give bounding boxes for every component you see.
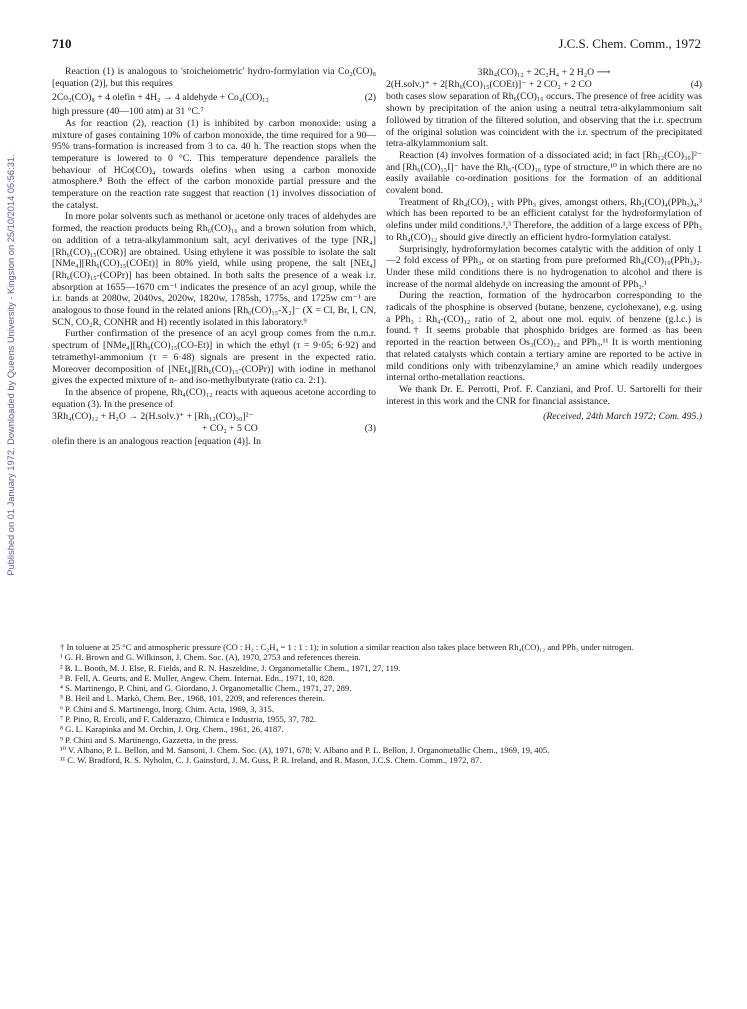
paragraph: high pressure (40—100 atm) at 31 °C.⁷ <box>52 106 204 118</box>
equation-number: (3) <box>364 423 376 435</box>
download-watermark-text: Published on 01 January 1972. Downloaded by Queens University - Kingston on 25/10/2014 05:56:31. <box>6 154 16 576</box>
paragraph: In the absence of propene, Rh₄(CO)₁₂ reacts with aqueous acetone according to equation (3). In the presence of <box>52 386 376 410</box>
paragraph: Reaction (1) is analogous to 'stoicheiometric' hydro-formylation via Co₂(CO)₈ [equation (2)], but this requires <box>52 66 376 89</box>
paragraph: Further confirmation of the presence of an acyl group comes from the n.m.r. spectrum of [NMe₄][Rh₆(CO)₁₅(CO-Et)] in which the ethyl (τ = 9·05; 6·92) and tetramethyl-ammonium (τ = 6·48) signals are present in the expected ratio. Moreover decomposition of [NEt₄][Rh₆(CO)₁₅-(COPr)] with iodine in methanol gives the expected mixture of n- and iso-methylbutyrate (ratio ca. 2:1). <box>52 328 376 387</box>
equation-line: 2(H.solv.)⁺ + 2[Rh₆(CO)₁₅(COEt)]⁻ + 2 CO₂ + 2 CO <box>386 78 592 90</box>
equation-4 <box>386 67 702 90</box>
paragraph: Treatment of Rh₄(CO)₁₂ with PPh₃ gives, amongst others, Rh₂(CO)₄(PPh₃)₄,³ which has been reported to be an efficient catalyst for the hydroformylation of olefins under mild conditions.¹,³ Therefore, the addition of a large excess of PPh₃ to Rh₄(CO)₁₂ should give directly an efficient hydro-formylation catalyst. <box>386 196 702 243</box>
reference: ⁹ P. Chini and S. Martinengo, Gazzetta, in the press. <box>60 734 239 745</box>
acknowledgement: We thank Dr. E. Perrotti, Prof. F. Canziani, and Prof. U. Sartorelli for their interest in this work and the CNR for financial assistance. <box>386 383 702 407</box>
left-column <box>52 66 376 448</box>
page-header <box>52 36 701 54</box>
reference: ⁵ B. Heil and L. Markò, Chem. Ber., 1968, 101, 2209, and references therein. <box>60 693 325 704</box>
reference: ⁶ P. Chini and S. Martinengo, Inorg. Chim. Acta, 1969, 3, 315. <box>60 703 274 714</box>
equation-text: 2Co₂(CO)₈ + 4 olefin + 4H₂ → 4 aldehyde + Co₄(CO)₁₂ <box>52 92 269 104</box>
footnotes <box>52 642 702 766</box>
equation-line: 3Rh₄(CO)₁₂ + H₂O → 2(H.solv.)⁺ + [Rh₁₂(CO)₃₀]²⁻ <box>52 411 254 423</box>
reference: ¹¹ C. W. Bradford, R. S. Nyholm, C. J. Gainsford, J. M. Guss, P. R. Ireland, and R. Mason, J.C.S. Chem. Comm., 1972, 87. <box>60 755 482 766</box>
equation-3 <box>52 411 376 434</box>
reference: ⁷ P. Pino, R. Ercoli, and F. Calderazzo, Chimica e Industria, 1955, 37, 782. <box>60 714 317 725</box>
reference: ⁸ G. L. Karapinka and M. Orchin, J. Org. Chem., 1961, 26, 4187. <box>60 724 284 735</box>
page-number: 710 <box>52 36 72 51</box>
reference: ³ B. Fell, A. Geurts, and E. Muller, Angew. Chem. Internat. Edn., 1971, 10, 828. <box>60 672 335 683</box>
reference: ¹ G. H. Brown and G. Wilkinson, J. Chem. Soc. (A), 1970, 2753 and references therein. <box>60 652 361 663</box>
journal-running-head: J.C.S. Chem. Comm., 1972 <box>558 36 701 51</box>
equation-line: + CO₂ + 5 CO <box>202 423 258 435</box>
paragraph: Reaction (4) involves formation of a dissociated acid; in fact [Rh₁₂(CO)₃₀]²⁻ and [Rh₆(CO)₁₅I]⁻ have the Rh₆-(CO)₁₆ type of structure,¹⁰ in which there are no easily available co-ordination positions for the formation of an additional covalent bond. <box>386 149 702 197</box>
equation-line: 3Rh₄(CO)₁₂ + 2C₂H₄ + 2 H₂O ⟶ <box>477 67 611 78</box>
right-column <box>386 66 702 423</box>
paragraph: During the reaction, formation of the hydrocarbon corresponding to the radicals of the phosphine is observed (butane, benzene, cyclohexane), e.g. using a PPh₃ : Rh₄-(CO)₁₂ ratio of 2, about one mol. equiv. of benzene (g.l.c.) is found.† It seems probable that phosphido bridges are formed as has been reported in the reaction between Os₃(CO)₁₂ and PPh₃.¹¹ It is worth mentioning that related catalysts which contain a tertiary amine are reported to be active in mild conditions only with tribenzylamine,³ an amine which readily undergoes internal ortho-metallation reactions. <box>386 290 702 384</box>
download-watermark <box>2 110 20 620</box>
paragraph: Surprisingly, hydroformylation becomes catalytic with the addition of only 1—2 fold excess of PPh₃, or on starting from pure preformed Rh₄(CO)₁₀(PPh₃)₂. Under these mild conditions there is no hydrogenation to alcohol and there is increase of the normal aldehyde on increasing the amount of PPh₃.¹ <box>386 243 702 290</box>
reference: ² B. L. Booth, M. J. Else, R. Fields, and R. N. Haszeldine, J. Organometallic Chem., 1971, 27, 119. <box>60 662 401 673</box>
paragraph: In more polar solvents such as methanol or acetone only traces of aldehydes are formed, the reaction products being Rh₆(CO)₁₆ and a brown solution from which, on addition of a tetra-alkylammonium salt, acyl derivatives of the type [NR₄][Rh₆(CO)₁₅(COR)] are obtained. Using ethylene it was possible to isolate the salt [NMe₄][Rh₆(CO)₁₅(COEt)] in 80% yield, while using propene, the salt [NEt₄][Rh₆(CO)₁₅-(COPr)] has been obtained. In both salts the presence of a weak i.r. absorption at 1655—1670 cm⁻¹ indicates the presence of an acyl group, while the i.r. bands at 2080w, 2040vs, 2020w, 1820w, 1785sh, 1775s, and 1725w cm⁻¹ are analogous to those found in the related anions [Rh₆(CO)₁₅-X₂]⁻ (X = Cl, Br, I, CN, SCN, CO₂R, CONHR and H) recently isolated in this laboratory.⁹ <box>52 211 376 328</box>
reference: ⁴ S. Martinengo, P. Chini, and G. Giordano, J. Organometallic Chem., 1971, 27, 289. <box>60 683 352 694</box>
paragraph: both cases slow separation of Rh₆(CO)₁₆ occurs. The presence of free acidity was shown by precipitation of the anion using a neutral tetra-alkylammonium salt followed by titration of the filtered solution, and observing that the i.r. spectrum of the original solution was coincident with the i.r. spectrum of the precipitated tetra-alkylammonium salt. <box>386 91 702 150</box>
equation-number: (2) <box>364 92 376 104</box>
received-text: (Received, 24th March 1972; Com. 495.) <box>543 411 702 423</box>
paragraph: As for reaction (2), reaction (1) is inhibited by carbon monoxide: using a mixture of gases containing 10% of carbon monoxide, the time required for a 90—95% trans-formation is increased from 3 to ca. 40 h. The reaction stops when the temperature is lowered to 0 °C. This temperature dependence parallels the behaviour of HCo(CO)₄ towards olefins when using a carbon monoxide atmosphere.⁸ Both the effect of the carbon monoxide partial pressure and the temperature on the reaction rate suggest that reaction (1) involves dissociation of the catalyst. <box>52 117 376 211</box>
equation-2 <box>52 92 376 104</box>
reference: ¹⁰ V. Albano, P. L. Bellon, and M. Sansoni, J. Chem. Soc. (A), 1971, 678; V. Albano and P. L. Bellon, J. Organometallic Chem., 1969, 19, 405. <box>60 744 550 755</box>
paragraph: olefin there is an analogous reaction [equation (4)]. In <box>52 435 262 447</box>
received-date <box>386 411 702 423</box>
equation-number: (4) <box>690 78 702 90</box>
footnote: † In toluene at 25 °C and atmospheric pressure (CO : H₂ : C₂H₄ = 1 : 1 : 1); in solution a similar reaction also takes place between Rh₄(CO)₁₂ and PPh₃ under nitrogen. <box>60 642 634 652</box>
